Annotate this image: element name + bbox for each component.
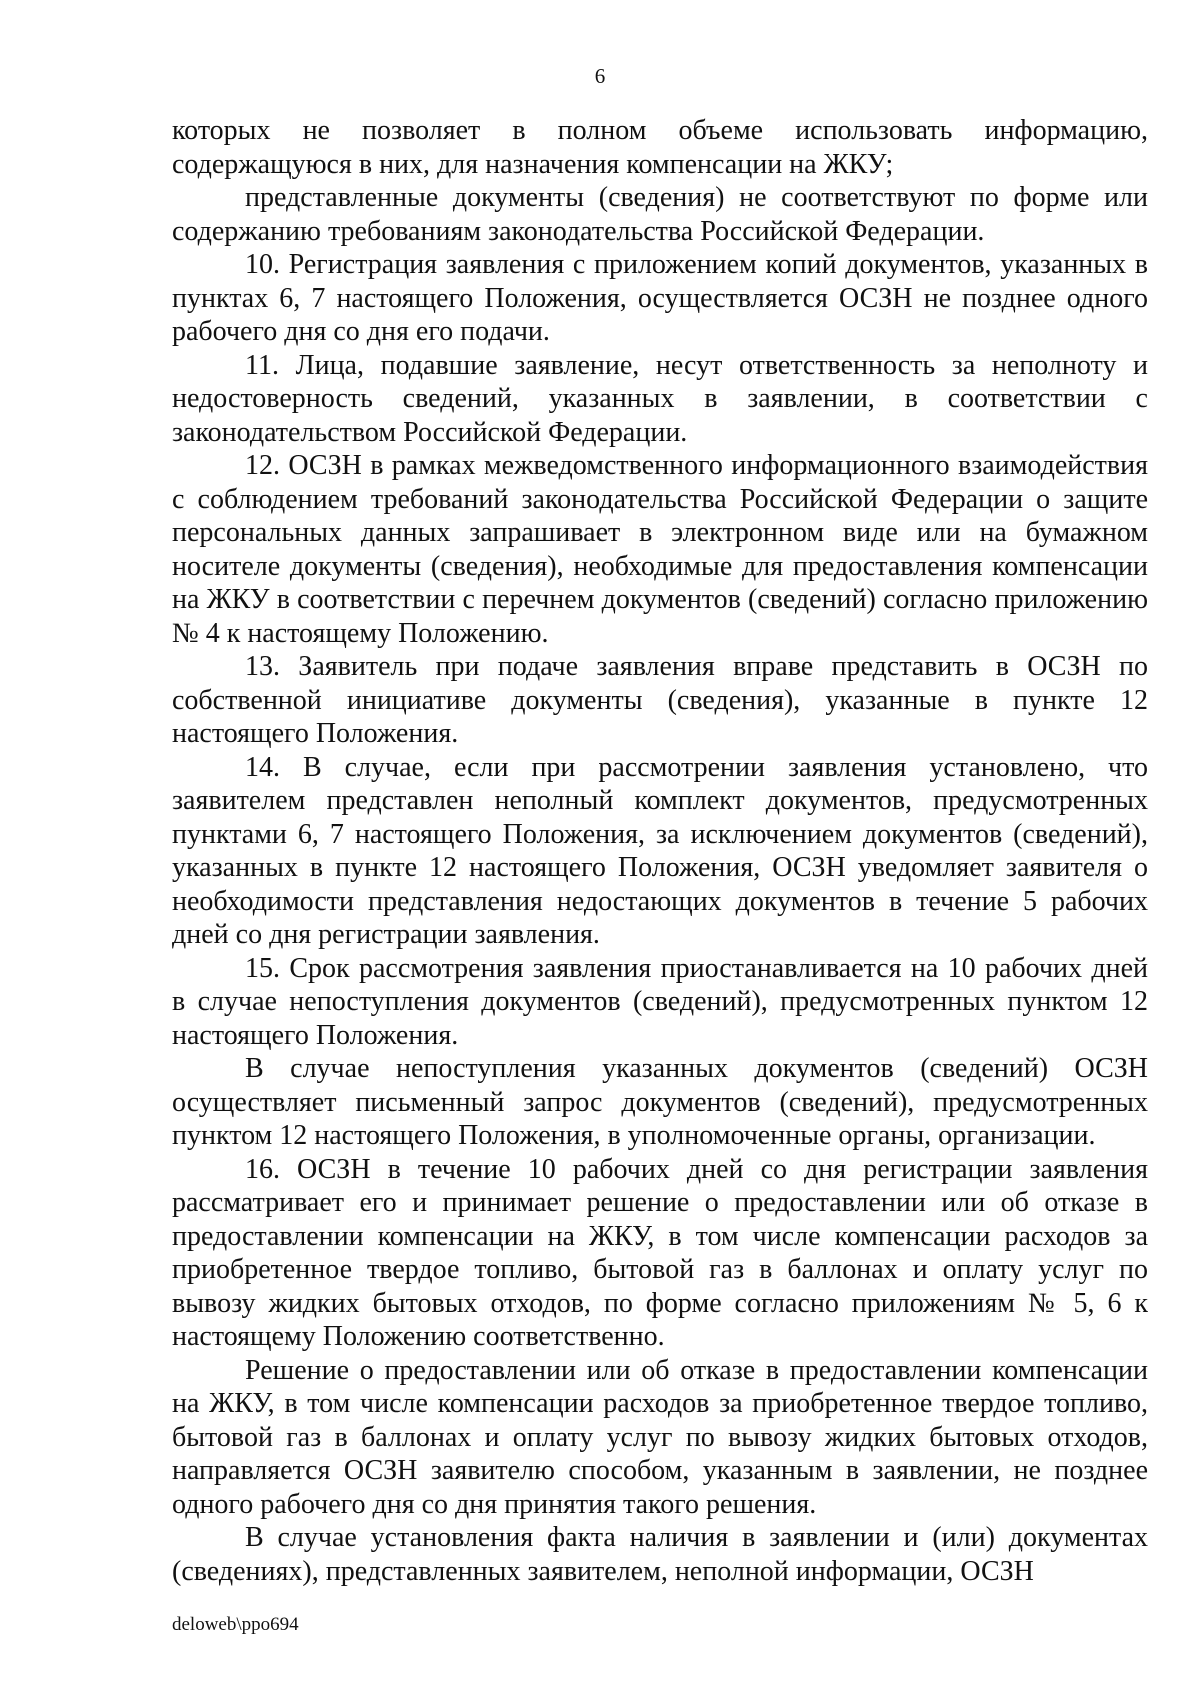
paragraph-item-12: 12. ОСЗН в рамках межведомственного информационного взаимодействия с соблюдением требований законодательства Российской Федерации о защите персональных данных запрашивает в электронном виде или на бумажном носителе документы (сведения), необходимые для предоставления компенсации на ЖКУ в соответствии с перечнем документов (сведений) согласно приложению № 4 к настоящему Положению. [172,450,1148,649]
paragraph-item-16-decision: Решение о предоставлении или об отказе в предоставлении компенсации на ЖКУ, в том числе компенсации расходов за приобретенное твердое топливо, бытовой газ в баллонах и оплату услуг по вывозу жидких бытовых отходов, направляется ОСЗН заявителю способом, указанным в заявлении, не позднее одного рабочего дня со дня принятия такого решения. [172,1354,1148,1520]
paragraph-incomplete-info: В случае установления факта наличия в заявлении и (или) документах (сведениях), представленных заявителем, неполной информации, ОСЗН [172,1522,1148,1587]
paragraph-item-10: 10. Регистрация заявления с приложением копий документов, указанных в пунктах 6, 7 настоящего Положения, осуществляется ОСЗН не позднее одного рабочего дня со дня его подачи. [172,249,1148,347]
paragraph-documents-mismatch: представленные документы (сведения) не соответствуют по форме или содержанию требованиям законодательства Российской Федерации. [172,182,1148,247]
paragraph-item-13: 13. Заявитель при подаче заявления вправе представить в ОСЗН по собственной инициативе документы (сведения), указанные в пункте 12 настоящего Положения. [172,651,1148,749]
paragraph-continuation: которых не позволяет в полном объеме использовать информацию, содержащуюся в них, для назначения компенсации на ЖКУ; [172,115,1148,180]
paragraph-item-15: 15. Срок рассмотрения заявления приостанавливается на 10 рабочих дней в случае непоступления документов (сведений), предусмотренных пунктом 12 настоящего Положения. [172,952,1148,1051]
paragraph-item-11: 11. Лица, подавшие заявление, несут ответственность за неполноту и недостоверность сведений, указанных в заявлении, в соответствии с законодательством Российской Федерации. [172,349,1148,448]
document-body [172,114,1148,1588]
footer-file-reference: deloweb\ppo694 [172,1614,299,1635]
paragraph-item-15-request: В случае непоступления указанных документов (сведений) ОСЗН осуществляет письменный запрос документов (сведений), предусмотренных пунктом 12 настоящего Положения, в уполномоченные органы, организации. [172,1053,1148,1151]
page-number: 6 [594,64,606,88]
paragraph-item-14: 14. В случае, если при рассмотрении заявления установлено, что заявителем представлен неполный комплект документов, предусмотренных пунктами 6, 7 настоящего Положения, за исключением документов (сведений), указанных в пункте 12 настоящего Положения, ОСЗН уведомляет заявителя о необходимости представления недостающих документов в течение 5 рабочих дней со дня регистрации заявления. [172,751,1148,950]
paragraph-item-16: 16. ОСЗН в течение 10 рабочих дней со дня регистрации заявления рассматривает его и принимает решение о предоставлении или об отказе в предоставлении компенсации на ЖКУ, в том числе компенсации расходов за приобретенное твердое топливо, бытовой газ в баллонах и оплату услуг по вывозу жидких бытовых отходов, по форме согласно приложениям № 5, 6 к настоящему Положению соответственно. [172,1153,1148,1352]
